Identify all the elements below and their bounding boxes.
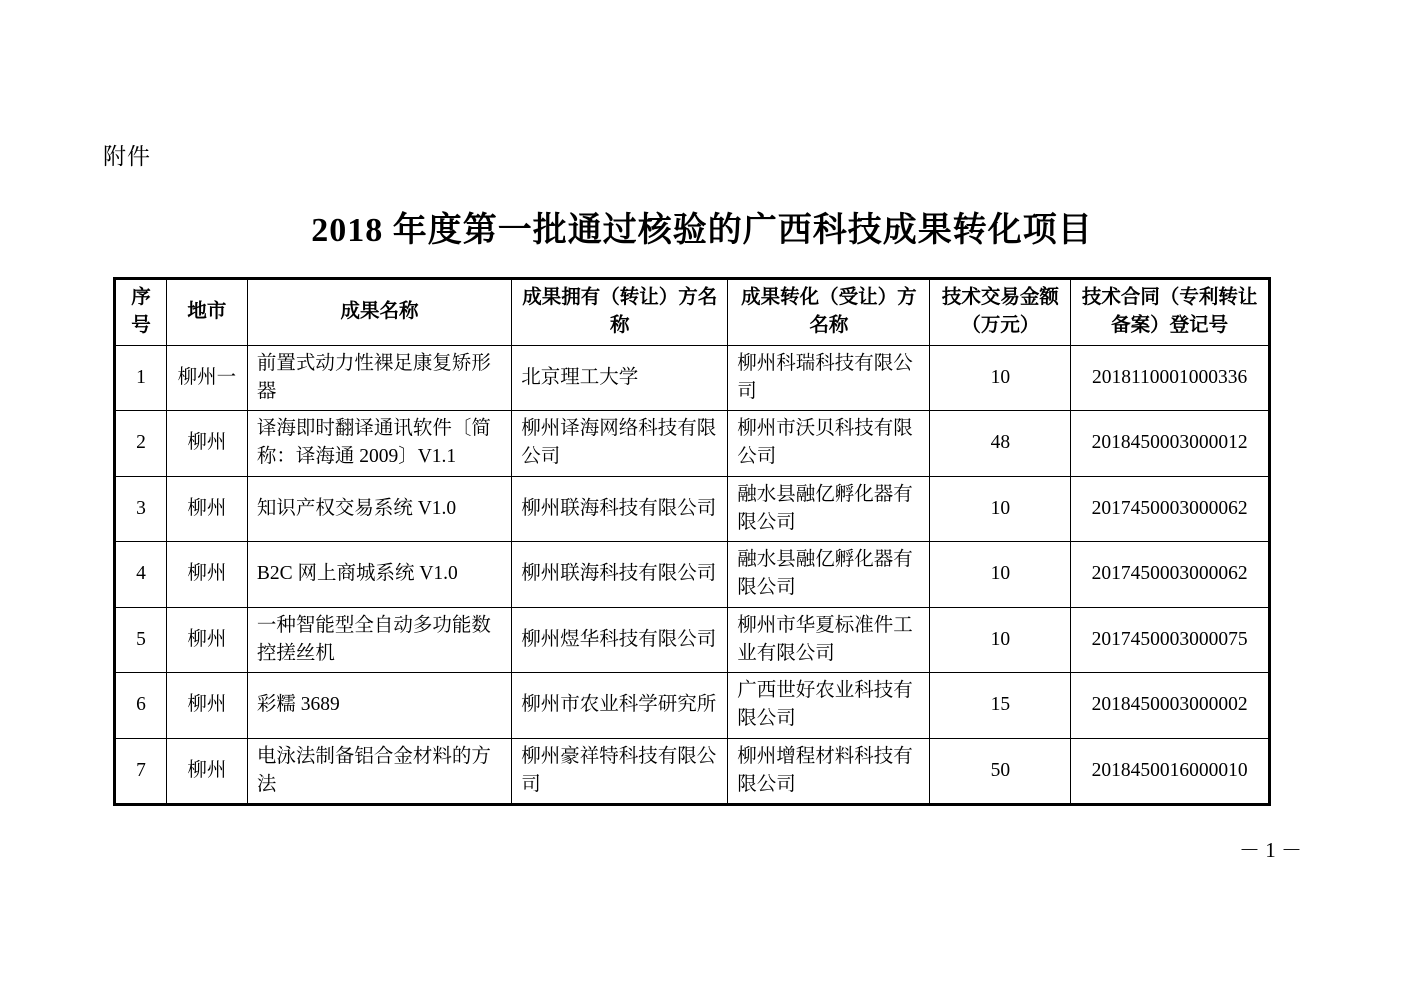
table-row [115,607,1270,673]
table-cell: 柳州 [166,673,247,739]
table-cell: 柳州译海网络科技有限公司 [512,411,728,477]
table-cell: 柳州增程材料科技有限公司 [728,738,930,805]
column-header: 成果拥有（转让）方名称 [512,279,728,346]
table-row [115,738,1270,805]
table-cell: 柳州市华夏标准件工业有限公司 [728,607,930,673]
table-cell: 4 [115,542,167,608]
table-cell: 7 [115,738,167,805]
table-cell: 彩糯 3689 [247,673,511,739]
table-cell: 2018450003000002 [1071,673,1270,739]
page-title: 2018 年度第一批通过核验的广西科技成果转化项目 [311,212,1093,249]
column-header: 技术交易金额（万元） [930,279,1071,346]
table-cell: 柳州 [166,607,247,673]
table-cell: 柳州联海科技有限公司 [512,476,728,542]
table-cell: 柳州一 [166,345,247,411]
table-cell: 10 [930,607,1071,673]
table-cell: 10 [930,542,1071,608]
page-number: － 1 － [1239,838,1302,862]
table-cell: B2C 网上商城系统 V1.0 [247,542,511,608]
table-cell: 柳州煜华科技有限公司 [512,607,728,673]
table-cell: 3 [115,476,167,542]
table-row [115,345,1270,411]
table-cell: 柳州 [166,411,247,477]
table-row [115,673,1270,739]
table-cell: 柳州 [166,738,247,805]
table-cell: 2018450016000010 [1071,738,1270,805]
column-header: 序号 [115,279,167,346]
table-cell: 电泳法制备铝合金材料的方法 [247,738,511,805]
table-cell: 50 [930,738,1071,805]
table-cell: 5 [115,607,167,673]
table-cell: 15 [930,673,1071,739]
table-cell: 柳州豪祥特科技有限公司 [512,738,728,805]
table-cell: 柳州科瑞科技有限公司 [728,345,930,411]
table-cell: 融水县融亿孵化器有限公司 [728,542,930,608]
table-cell: 2018450003000012 [1071,411,1270,477]
table-cell: 一种智能型全自动多功能数控搓丝机 [247,607,511,673]
table-body [115,345,1270,805]
table-cell: 6 [115,673,167,739]
table-cell: 2017450003000062 [1071,476,1270,542]
table-row [115,476,1270,542]
header-row [115,279,1270,346]
table-cell: 译海即时翻译通讯软件〔简称：译海通 2009〕V1.1 [247,411,511,477]
table-header [115,279,1270,346]
attachment-label: 附件 [103,144,151,169]
table-cell: 北京理工大学 [512,345,728,411]
table-cell: 2017450003000062 [1071,542,1270,608]
table-cell: 柳州市沃贝科技有限公司 [728,411,930,477]
column-header: 成果名称 [247,279,511,346]
table-cell: 2017450003000075 [1071,607,1270,673]
table-row [115,542,1270,608]
results-table [113,277,1271,806]
table-cell: 前置式动力性裸足康复矫形器 [247,345,511,411]
column-header: 地市 [166,279,247,346]
table-cell: 48 [930,411,1071,477]
table-cell: 10 [930,476,1071,542]
table-cell: 知识产权交易系统 V1.0 [247,476,511,542]
table-cell: 2 [115,411,167,477]
table-cell: 柳州 [166,476,247,542]
column-header: 成果转化（受让）方名称 [728,279,930,346]
table-cell: 2018110001000336 [1071,345,1270,411]
table-row [115,411,1270,477]
table-cell: 广西世好农业科技有限公司 [728,673,930,739]
table-cell: 1 [115,345,167,411]
table-cell: 融水县融亿孵化器有限公司 [728,476,930,542]
column-header: 技术合同（专利转让备案）登记号 [1071,279,1270,346]
table-cell: 10 [930,345,1071,411]
table-cell: 柳州 [166,542,247,608]
table-cell: 柳州市农业科学研究所 [512,673,728,739]
table-cell: 柳州联海科技有限公司 [512,542,728,608]
